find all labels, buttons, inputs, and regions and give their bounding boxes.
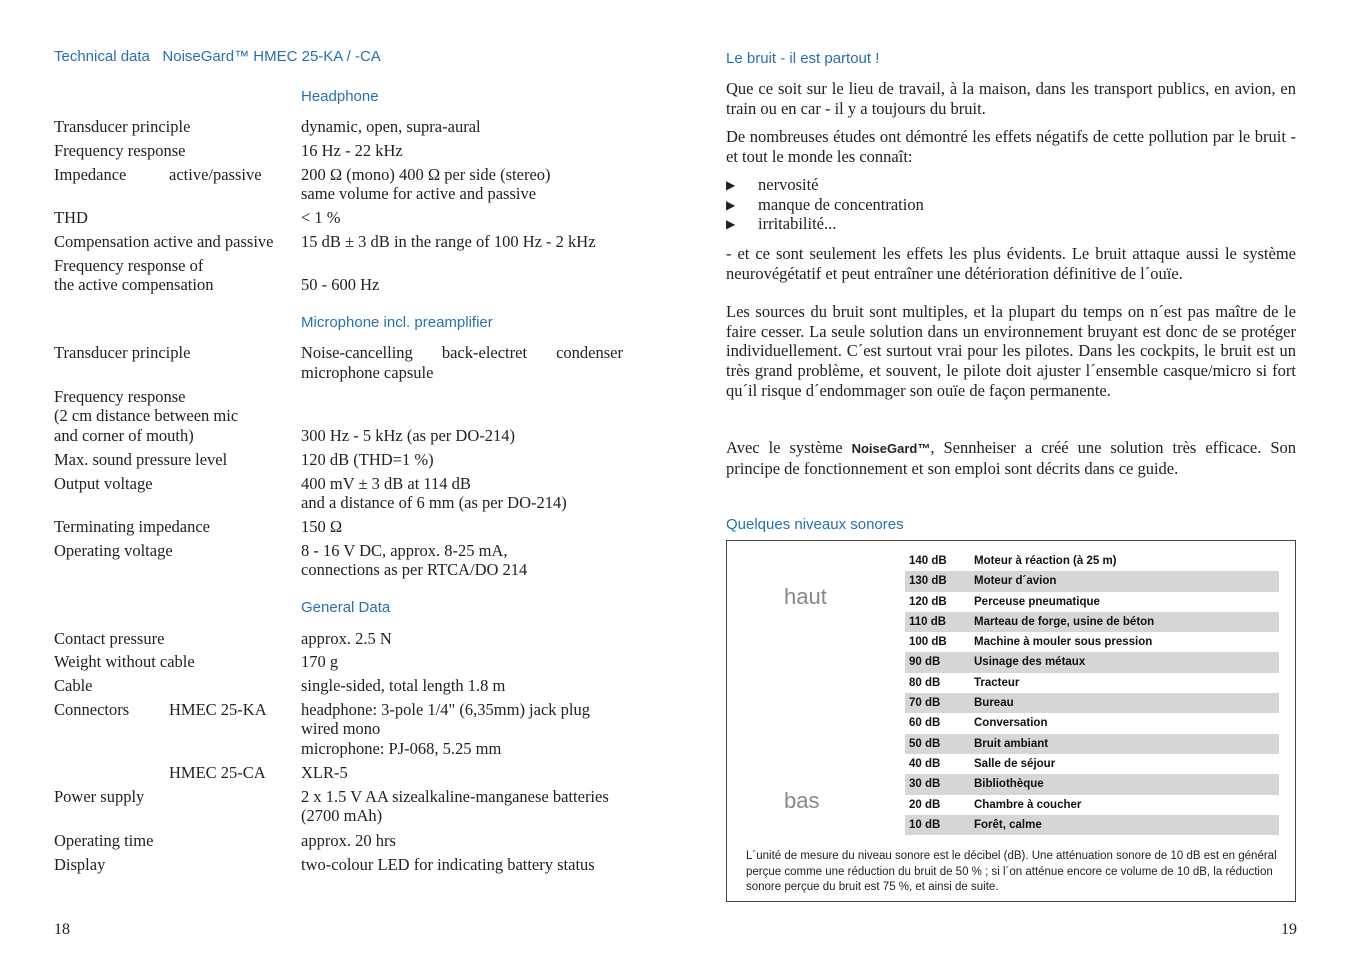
hp-impedance-label: Impedance <box>54 165 127 184</box>
title-part1: Technical data <box>54 48 150 65</box>
section-microphone: Microphone incl. preamplifier <box>301 314 493 331</box>
left-page <box>0 0 675 954</box>
table-row <box>905 795 1279 815</box>
paragraph-4: Les sources du bruit sont multiples, et la plupart du temps on n´est pas maître de le faire cesser. La seule solution dans un environnement bruyant est donc de se protéger individuellement. C´est surtout vrai pour les pilotes. Dans les cockpits, le bruit est un très grand problème, et souvent, le pilote doit ajuster l´ensemble casque/micro si fort qu´il risque d´endommager son ouïe de façon permanente. <box>726 302 1296 400</box>
level-db: 90 dB <box>909 656 941 669</box>
mic-freq-value: 300 Hz - 5 kHz (as per DO-214) <box>301 426 515 445</box>
bullet-item <box>726 214 924 234</box>
table-row <box>905 754 1279 774</box>
gen-connectors-sub-ka: HMEC 25-KA <box>169 700 267 719</box>
level-source: Conversation <box>974 717 1048 730</box>
table-row <box>905 551 1279 571</box>
brand-noisegard: NoiseGard™ <box>851 441 931 456</box>
paragraph-5-end: , Sennheiser a créé une solution très efficace. Son principe de fonctionnement et son emploi sont décrits dans ce guide. <box>726 438 1296 478</box>
table-row <box>905 815 1279 835</box>
gen-connectors-ka-value3: microphone: PJ-068, 5.25 mm <box>301 739 502 758</box>
bullet-text: nervosité <box>758 175 819 194</box>
bullet-list <box>726 175 924 234</box>
level-source: Chambre à coucher <box>974 798 1082 811</box>
level-db: 30 dB <box>909 778 941 791</box>
triangle-bullet-icon: ▶ <box>726 178 736 192</box>
level-source: Tracteur <box>974 676 1020 689</box>
level-source: Moteur à réaction (à 25 m) <box>974 555 1117 567</box>
label-high: haut <box>784 584 827 609</box>
level-db: 10 dB <box>909 818 941 831</box>
table-row <box>905 693 1279 713</box>
mic-opvolt-value1: 8 - 16 V DC, approx. 8-25 mA, <box>301 541 508 560</box>
mic-opvolt-value2: connections as per RTCA/DO 214 <box>301 560 528 579</box>
mic-transducer-label: Transducer principle <box>54 343 191 362</box>
level-source: Moteur d´avion <box>974 575 1057 588</box>
gen-connectors-ka-value1: headphone: 3-pole 1/4" (6,35mm) jack plug <box>301 700 590 719</box>
hp-freq-active-label2: the active compensation <box>54 275 214 294</box>
mic-spl-label: Max. sound pressure level <box>54 450 228 469</box>
table-row <box>905 673 1279 693</box>
level-db: 100 dB <box>909 636 947 649</box>
right-page-title: Le bruit - il est partout ! <box>726 50 880 67</box>
mic-freq-label2: (2 cm distance between mic <box>54 406 239 425</box>
decibel-note: L´unité de mesure du niveau sonore est le décibel (dB). Une atténuation sonore de 10 dB est en général perçue comme une réduction du bruit de 50 % ; si l´on atténue encore ce volume de 10 dB, la réduction sonore perçue du bruit est 75 %, et ainsi de suite. <box>746 850 1277 893</box>
gen-connectors-ca-value: XLR-5 <box>301 763 348 782</box>
paragraph-1: Que ce soit sur le lieu de travail, à la maison, dans les transport publics, en avion, en train ou en car - il y a toujours du bruit. <box>726 79 1296 118</box>
gen-contact-label: Contact pressure <box>54 629 165 648</box>
level-source: Bureau <box>974 697 1014 710</box>
hp-freq-value: 16 Hz - 22 kHz <box>301 141 403 160</box>
triangle-bullet-icon: ▶ <box>726 217 736 232</box>
table-row <box>905 632 1279 652</box>
hp-impedance-value1: 200 Ω (mono) 400 Ω per side (stereo) <box>301 165 551 184</box>
level-db: 60 dB <box>909 717 941 730</box>
page-number-left: 18 <box>54 921 70 938</box>
level-source: Usinage des métaux <box>974 656 1086 669</box>
level-db: 110 dB <box>909 615 947 628</box>
gen-optime-label: Operating time <box>54 831 154 850</box>
table-row <box>905 774 1279 794</box>
gen-display-value: two-colour LED for indicating battery status <box>301 855 595 874</box>
hp-comp-value: 15 dB ± 3 dB in the range of 100 Hz - 2 kHz <box>301 232 596 251</box>
page-number-right: 19 <box>1281 921 1297 938</box>
level-db: 120 dB <box>909 595 947 608</box>
table-row <box>905 612 1279 632</box>
mic-output-value2: and a distance of 6 mm (as per DO-214) <box>301 493 567 512</box>
mic-freq-label1: Frequency response <box>54 387 186 406</box>
level-db: 20 dB <box>909 798 941 811</box>
level-db: 50 dB <box>909 737 941 750</box>
gen-cable-value: single-sided, total length 1.8 m <box>301 676 506 695</box>
hp-impedance-sub: active/passive <box>169 165 262 184</box>
level-source: Perceuse pneumatique <box>974 595 1100 608</box>
mic-term-label: Terminating impedance <box>54 517 210 536</box>
level-db: 130 dB <box>909 575 947 588</box>
mic-output-label: Output voltage <box>54 474 153 493</box>
level-db: 140 dB <box>909 555 947 567</box>
mic-spl-value: 120 dB (THD=1 %) <box>301 450 434 469</box>
level-db: 70 dB <box>909 697 941 710</box>
hp-freq-active-value: 50 - 600 Hz <box>301 275 380 294</box>
paragraph-3: - et ce sont seulement les effets les plus évidents. Le bruit attaque aussi le système neurovégétatif et peut entraîner une détérioration définitive de l´ouïe. <box>726 244 1296 283</box>
gen-connectors-ka-value2: wired mono <box>301 719 381 738</box>
mic-term-value: 150 Ω <box>301 517 343 536</box>
paragraph-5 <box>726 438 1296 478</box>
gen-connectors-label: Connectors <box>54 700 130 719</box>
table-row <box>905 734 1279 754</box>
mic-freq-label3: and corner of mouth) <box>54 426 194 445</box>
gen-weight-label: Weight without cable <box>54 652 195 671</box>
page-title <box>54 48 381 65</box>
hp-transducer-value: dynamic, open, supra-aural <box>301 117 481 136</box>
hp-thd-value: < 1 % <box>301 208 341 227</box>
gen-power-value1: 2 x 1.5 V AA sizealkaline-manganese batteries <box>301 787 609 806</box>
table-row <box>905 592 1279 612</box>
level-source: Machine à mouler sous pression <box>974 636 1153 649</box>
paragraph-5-start: Avec le système <box>726 438 852 457</box>
triangle-bullet-icon: ▶ <box>726 197 736 212</box>
table-row <box>905 652 1279 672</box>
level-source: Marteau de forge, usine de béton <box>974 615 1155 628</box>
gen-power-label: Power supply <box>54 787 145 806</box>
section-general: General Data <box>301 599 391 616</box>
bullet-text: irritabilité... <box>758 214 837 234</box>
mic-output-value1: 400 mV ± 3 dB at 114 dB <box>301 474 471 493</box>
hp-thd-label: THD <box>54 208 88 227</box>
gen-weight-value: 170 g <box>301 652 339 671</box>
table-row <box>905 571 1279 591</box>
level-source: Bibliothèque <box>974 778 1044 791</box>
right-page <box>676 0 1351 954</box>
paragraph-2: De nombreuses études ont démontré les effets négatifs de cette pollution par le bruit - et tout le monde les connaît: <box>726 127 1296 166</box>
bullet-item <box>726 195 924 215</box>
gen-connectors-sub-ca: HMEC 25-CA <box>169 763 266 782</box>
gen-contact-value: approx. 2.5 N <box>301 629 392 648</box>
title-part2: NoiseGard™ HMEC 25-KA / -CA <box>162 48 381 65</box>
level-source: Salle de séjour <box>974 757 1056 770</box>
level-source: Bruit ambiant <box>974 737 1049 750</box>
bullet-text: manque de concentration <box>758 194 924 214</box>
levels-title: Quelques niveaux sonores <box>726 516 904 533</box>
hp-impedance-value2: same volume for active and passive <box>301 184 537 203</box>
gen-cable-label: Cable <box>54 676 93 695</box>
level-db: 40 dB <box>909 757 941 770</box>
gen-optime-value: approx. 20 hrs <box>301 831 396 850</box>
hp-transducer-label: Transducer principle <box>54 117 191 136</box>
mic-opvolt-label: Operating voltage <box>54 541 173 560</box>
hp-comp-label: Compensation active and passive <box>54 232 274 251</box>
section-headphone: Headphone <box>301 88 379 105</box>
level-db: 80 dB <box>909 676 941 689</box>
label-low: bas <box>784 788 820 813</box>
gen-display-label: Display <box>54 855 106 874</box>
hp-freq-label: Frequency response <box>54 141 186 160</box>
level-source: Forêt, calme <box>974 818 1042 831</box>
gen-power-value2: (2700 mAh) <box>301 806 383 825</box>
sound-levels-box <box>726 540 1296 902</box>
hp-freq-active-label1: Frequency response of <box>54 256 204 275</box>
sound-levels-table <box>905 551 1279 835</box>
table-row <box>905 713 1279 733</box>
mic-transducer-value: Noise-cancelling back-electret condenser microphone capsule <box>301 343 623 382</box>
bullet-item <box>726 175 924 195</box>
